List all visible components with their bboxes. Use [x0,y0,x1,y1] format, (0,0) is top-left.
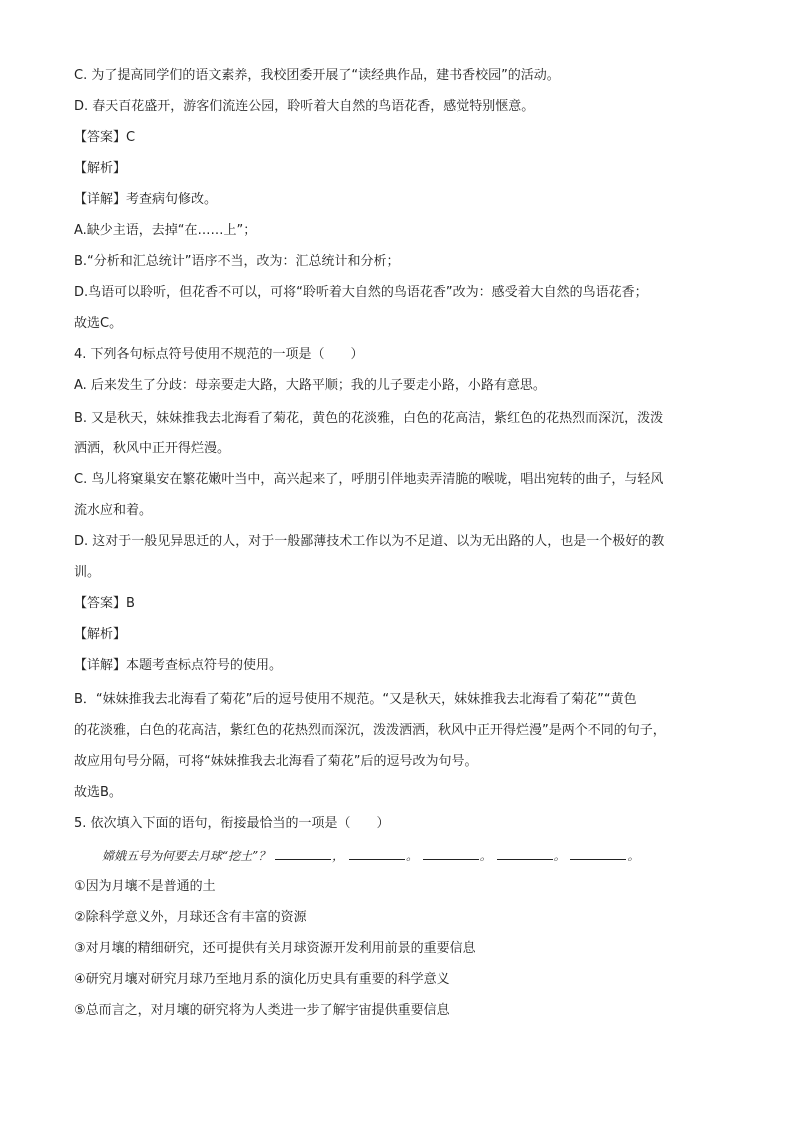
conclusion-line: 故选C。 [74,316,123,331]
answer-blank [349,846,405,860]
explanation-line: A.缺少主语，去掉“在……上”； [74,223,257,238]
explanation-line: B．“妹妹推我去北海看了菊花”后的逗号使用不规范。“又是秋天，妹妹推我去北海看了菊花”“黄色 [74,692,637,707]
sentence-option-2: ②除科学意义外，月球还含有丰富的资源 [74,910,307,925]
question-4-option-b-cont: 洒洒，秋风中正开得烂漫。 [74,441,231,456]
blank-separator: 。 [553,849,566,863]
analysis-tag: 【解析】 [74,627,127,642]
blank-separator: 。 [627,849,640,863]
question-5-title: 5. 依次填入下面的语句，衔接最恰当的一项是（ ） [74,816,390,831]
answer-blank [275,846,331,860]
detail-tag: 【详解】本题考查标点符号的使用。 [74,658,283,673]
explanation-line: 的花淡雅，白色的花高洁，紫红色的花热烈而深沉，泼泼洒洒，秋风中正开得烂漫”是两个不同的句子， [74,723,666,738]
question-4-option-a: A. 后来发生了分歧：母亲要走大路，大路平顺；我的儿子要走小路，小路有意思。 [74,378,546,393]
question-4-option-b: B. 又是秋天，妹妹推我去北海看了菊花，黄色的花淡雅，白色的花高洁，紫红色的花热烈而深沉，泼泼 [74,411,664,426]
option-d-text: D. 春天百花盛开，游客们流连公园，聆听着大自然的鸟语花香，感觉特别惬意。 [74,99,535,114]
analysis-tag: 【解析】 [74,161,127,176]
question-4-option-c: C. 鸟儿将窠巢安在繁花嫩叶当中，高兴起来了，呼朋引伴地卖弄清脆的喉咙，唱出宛转的曲子，与轻风 [74,472,664,487]
blank-separator: 。 [479,849,492,863]
question-4-title: 4. 下列各句标点符号使用不规范的一项是（ ） [74,347,364,362]
sentence-option-5: ⑤总而言之，对月壤的研究将为人类进一步了解宇宙提供重要信息 [74,1003,450,1018]
sentence-option-4: ④研究月壤对研究月球乃至地月系的演化历史具有重要的科学意义 [74,972,450,987]
question-4-option-c-cont: 流水应和着。 [74,503,153,518]
question-4-option-d: D. 这对于一般见异思迁的人，对于一般鄙薄技术工作以为不足道、以为无出路的人，也是一个极好的教 [74,534,665,549]
sentence-option-1: ①因为月壤不是普通的土 [74,879,216,894]
explanation-line: 故应用句号分隔，可将“妹妹推我去北海看了菊花”后的逗号改为句号。 [74,754,478,769]
answer-tag: 【答案】C [74,130,136,145]
explanation-line: D.鸟语可以聆听，但花香不可以，可将“聆听着大自然的鸟语花香”改为：感受着大自然的鸟语花香； [74,285,648,300]
answer-tag: 【答案】B [74,596,135,611]
blank-separator: ， [332,849,345,863]
conclusion-line: 故选B。 [74,785,122,800]
fill-in-sentence [102,846,722,866]
answer-blank [497,846,553,860]
detail-tag: 【详解】考查病句修改。 [74,192,218,207]
answer-blank [570,846,626,860]
explanation-line: B.“分析和汇总统计”语序不当，改为：汇总统计和分析； [74,254,400,269]
question-4-option-d-cont: 训。 [74,565,101,580]
sentence-prefix: 嫦娥五号为何要去月球“挖土”？ [102,849,271,863]
sentence-option-3: ③对月壤的精细研究，还可提供有关月球资源开发利用前景的重要信息 [74,941,476,956]
answer-blank [423,846,479,860]
option-c-text: C. 为了提高同学们的语文素养，我校团委开展了“读经典作品，建书香校园”的活动。 [74,68,560,83]
blank-separator: 。 [405,849,418,863]
